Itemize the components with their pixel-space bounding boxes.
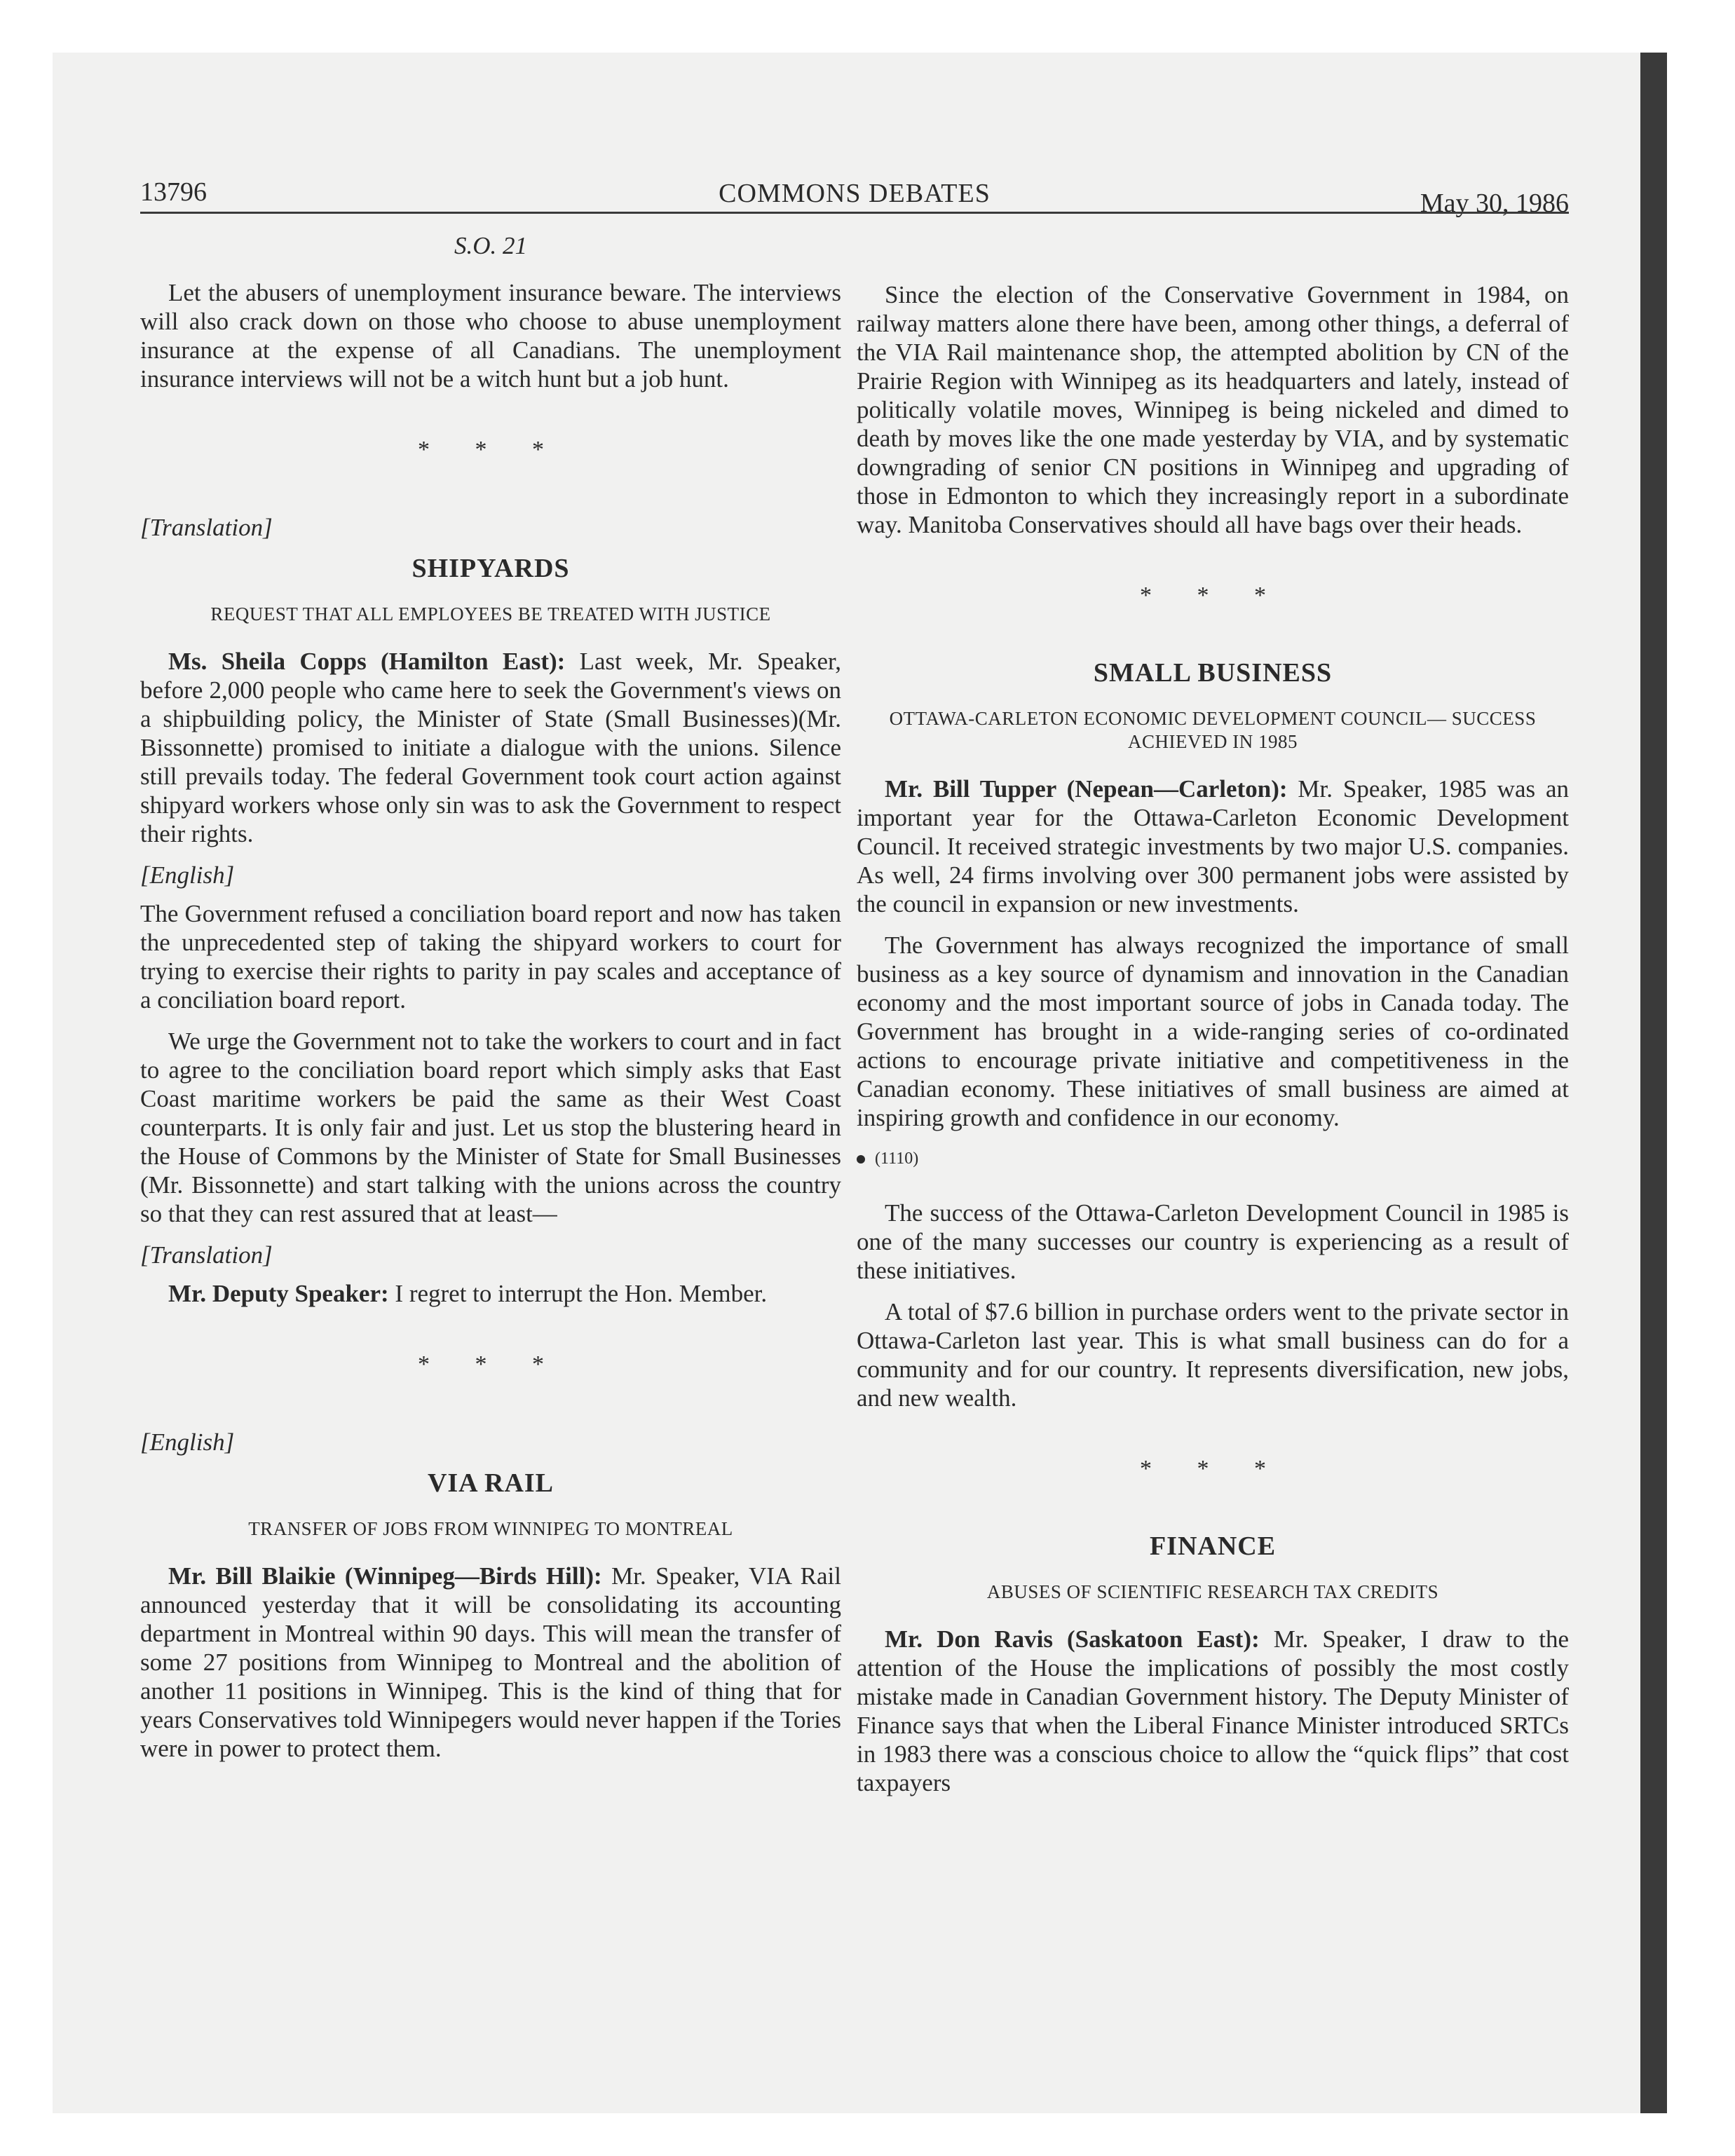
section-subheading: ABUSES OF SCIENTIFIC RESEARCH TAX CREDITS xyxy=(986,1581,1439,1602)
section-subheading: REQUEST THAT ALL EMPLOYEES BE TREATED WITH JUSTICE xyxy=(210,603,771,625)
paragraph xyxy=(857,775,1569,918)
section-subheading: TRANSFER OF JOBS FROM WINNIPEG TO MONTREAL xyxy=(248,1518,733,1539)
paragraph: The Government refused a conciliation board report and now has taken the unprecedented step of taking the shipyard workers to court for trying to exercise their rights to parity in pay scales and acceptance of a conciliation board report. xyxy=(140,900,841,1014)
paragraph: Since the election of the Conservative Government in 1984, on railway matters alone there have been, among other things, a deferral of the VIA Rail maintenance shop, the attempted abolition by CN of the Prairie Region with Winnipeg as its headquarters and lately, instead of politically volatile moves, Winnipeg is being nickeled and dimed to death by moves like the one made yesterday by VIA, and by systematic downgrading of senior CN positions in Winnipeg and upgrading of those in Edmonton to which they increasingly report in a subordinate way. Manitoba Conservatives should all have bags over their heads. xyxy=(857,281,1569,538)
left-column xyxy=(140,231,841,1775)
timestamp-text: (1110) xyxy=(875,1149,919,1168)
paragraph: A total of $7.6 billion in purchase orders went to the private sector in Ottawa-Carleton last year. This is what small business can do for a community and for our country. It represents diversification, new jobs, and new wealth. xyxy=(857,1298,1569,1412)
section-divider: * * * xyxy=(418,437,564,463)
speaker-name: Mr. Don Ravis (Saskatoon East): xyxy=(885,1625,1260,1653)
publication-title: COMMONS DEBATES xyxy=(719,179,991,208)
section-heading: VIA RAIL xyxy=(427,1468,554,1498)
paragraph xyxy=(140,1279,841,1308)
speaker-name: Mr. Bill Tupper (Nepean—Carleton): xyxy=(885,775,1288,803)
header-rule xyxy=(140,212,1569,214)
language-marker: [Translation] xyxy=(140,1241,273,1269)
speaker-name: Mr. Bill Blaikie (Winnipeg—Birds Hill): xyxy=(168,1562,602,1590)
paragraph: Let the abusers of unemployment insurance beware. The interviews will also crack down on those who choose to abuse unemployment insurance at the expense of all Canadians. The unemployment insurance interviews will not be a witch hunt but a job hunt. xyxy=(140,279,841,393)
speech-text: Mr. Speaker, VIA Rail announced yesterday that it will be consolidating its accounting department in Montreal within 90 days. This will mean the transfer of some 27 positions from Winnipeg to Montreal and the abolition of another 11 positions in Winnipeg. This is the kind of thing that for years Conservatives told Winnipegers would never happen if the Tories were in power to protect them. xyxy=(140,1562,842,1762)
speech-text: Mr. Speaker, I draw to the attention of the House the implications of possibly the most costly mistake made in Canadian Government history. The Deputy Minister of Finance says that when the Liberal Finance Minister introduced SRTCs in 1983 there was a conscious choice to allow the “quick flips” that cost taxpayers xyxy=(857,1625,1569,1796)
binding-edge xyxy=(1640,53,1667,2113)
language-marker: [English] xyxy=(140,861,235,889)
speech-text: I regret to interrupt the Hon. Member. xyxy=(395,1280,768,1307)
bullet-icon xyxy=(857,1155,865,1164)
speech-text: Mr. Speaker, 1985 was an important year for the Ottawa-Carleton Economic Development Council. It received strategic investments by two major U.S. companies. As well, 24 firms involving over 300 permanent jobs were assisted by the council in expansion or new investments. xyxy=(857,775,1570,917)
paragraph: The success of the Ottawa-Carleton Development Council in 1985 is one of the many successes our country is experiencing as a result of these initiatives. xyxy=(857,1199,1569,1284)
speech-text: Last week, Mr. Speaker, before 2,000 people who came here to seek the Government's views on a shipbuilding policy, the Minister of State (Small Businesses)(Mr. Bissonnette) promised to initiate a dialogue with the unions. Silence still prevails today. The federal Government took court action against shipyard workers whose only sin was to ask the Government to respect their rights. xyxy=(140,648,842,847)
paragraph xyxy=(140,647,841,848)
paragraph xyxy=(140,1562,841,1763)
timestamp xyxy=(857,1145,1569,1173)
standing-order-label: S.O. 21 xyxy=(454,232,528,259)
page-date: May 30, 1986 xyxy=(1420,189,1569,218)
page-number: 13796 xyxy=(140,177,207,207)
language-marker: [English] xyxy=(140,1428,235,1456)
section-heading: SMALL BUSINESS xyxy=(1093,658,1333,688)
section-divider: * * * xyxy=(418,1351,564,1377)
paragraph: We urge the Government not to take the workers to court and in fact to agree to the conciliation board report which simply asks that East Coast maritime workers be paid the same as their West Coast counterparts. It is only fair and just. Let us stop the blustering heard in the House of Commons by the Minister of State for Small Businesses (Mr. Bissonnette) and start talking with the unions across the country so that they can rest assured that at least— xyxy=(140,1028,841,1227)
right-column xyxy=(857,231,1569,1810)
paragraph xyxy=(857,1625,1569,1797)
section-divider: * * * xyxy=(1140,1456,1286,1482)
language-marker: [Translation] xyxy=(140,514,273,541)
section-divider: * * * xyxy=(1140,582,1286,608)
speaker-name: Mr. Deputy Speaker: xyxy=(168,1280,389,1307)
section-heading: SHIPYARDS xyxy=(411,554,570,583)
speaker-name: Ms. Sheila Copps (Hamilton East): xyxy=(168,648,566,675)
paragraph: The Government has always recognized the importance of small business as a key source of dynamism and innovation in the Canadian economy and the most important source of jobs in Canada today. The Government has brought in a wide-ranging series of co-ordinated actions to encourage private initiative and competitiveness in the Canadian economy. These initiatives of small business are aimed at inspiring growth and confidence in our economy. xyxy=(857,932,1569,1131)
section-subheading: OTTAWA-CARLETON ECONOMIC DEVELOPMENT COUNCIL— SUCCESS ACHIEVED IN 1985 xyxy=(889,708,1537,752)
section-heading: FINANCE xyxy=(1149,1531,1277,1561)
